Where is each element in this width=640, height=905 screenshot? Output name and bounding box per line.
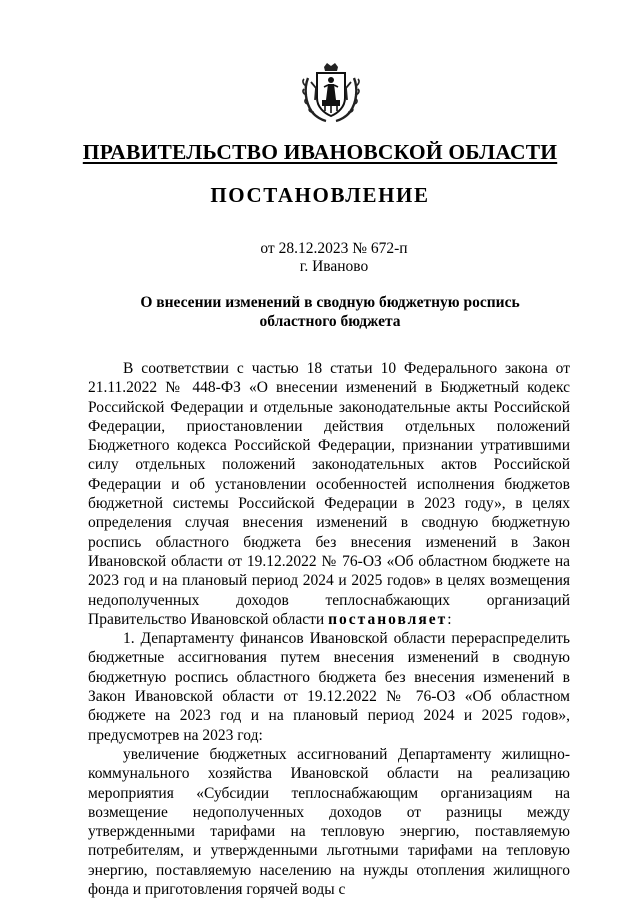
- preamble-text: В соответствии с частью 18 статьи 10 Федерального закона от 21.11.2022 № 448-ФЗ «О внесении изменений в Бюджетный кодекс Российской Федерации и отдельные законодательные акты Российской Федерации, приостановлении действия отдельных положений Бюджетного кодекса Российской Федерации, признании утратившими силу отдельных положений законодательных актов Российской Федерации и об установлении особенностей исполнения бюджетов бюджетной системы Российской Федерации в 2023 году», в целях определения случая внесения изменений в сводную бюджетную роспись областного бюджета без внесения изменений в Закон Ивановской области от 19.12.2022 № 76-ОЗ «Об областном бюджете на 2023 год и на плановый период 2024 и 2025 годов» в целях возмещения недополученных доходов теплоснабжающих организаций Правительство Ивановской области: [88, 360, 570, 628]
- government-title: ПРАВИТЕЛЬСТВО ИВАНОВСКОЙ ОБЛАСТИ: [82, 140, 558, 164]
- subject-line-1: О внесении изменений в сводную бюджетную роспись: [140, 294, 520, 311]
- item-1-detail-paragraph: увеличение бюджетных ассигнований Департаменту жилищно-коммунального хозяйства Ивановской области на реализацию мероприятия «Субсидии теплоснабжающим организациям на возмещение недополученных доходов от разницы между утвержденными тарифами на тепловую энергию, поставляемую потребителям, и утвержденными льготными тарифами на тепловую энергию, поставляемую населению на нужды отопления жилищного фонда и приготовления горячей воды с: [88, 745, 570, 899]
- document-city: г. Иваново: [299, 258, 369, 275]
- resolves-colon: :: [447, 610, 452, 628]
- document-body: [88, 359, 570, 899]
- document-subject: [0, 293, 640, 331]
- coat-of-arms-icon: [300, 62, 362, 124]
- document-date-number: от 28.12.2023 № 672-п: [260, 240, 408, 257]
- item-1-paragraph: 1. Департаменту финансов Ивановской области перераспределить бюджетные ассигнования путем внесения изменений в сводную бюджетную роспись областного бюджета без внесения изменений в Закон Ивановской области от 19.12.2022 № 76-ОЗ «Об областном бюджете на 2023 год и на плановый период 2024 и 2025 годов», предусмотрев на 2023 год:: [88, 630, 570, 744]
- subject-line-2: областного бюджета: [259, 313, 401, 330]
- resolves-word: постановляет: [328, 610, 448, 628]
- preamble-paragraph: [88, 359, 570, 629]
- document-type: ПОСТАНОВЛЕНИЕ: [210, 183, 430, 207]
